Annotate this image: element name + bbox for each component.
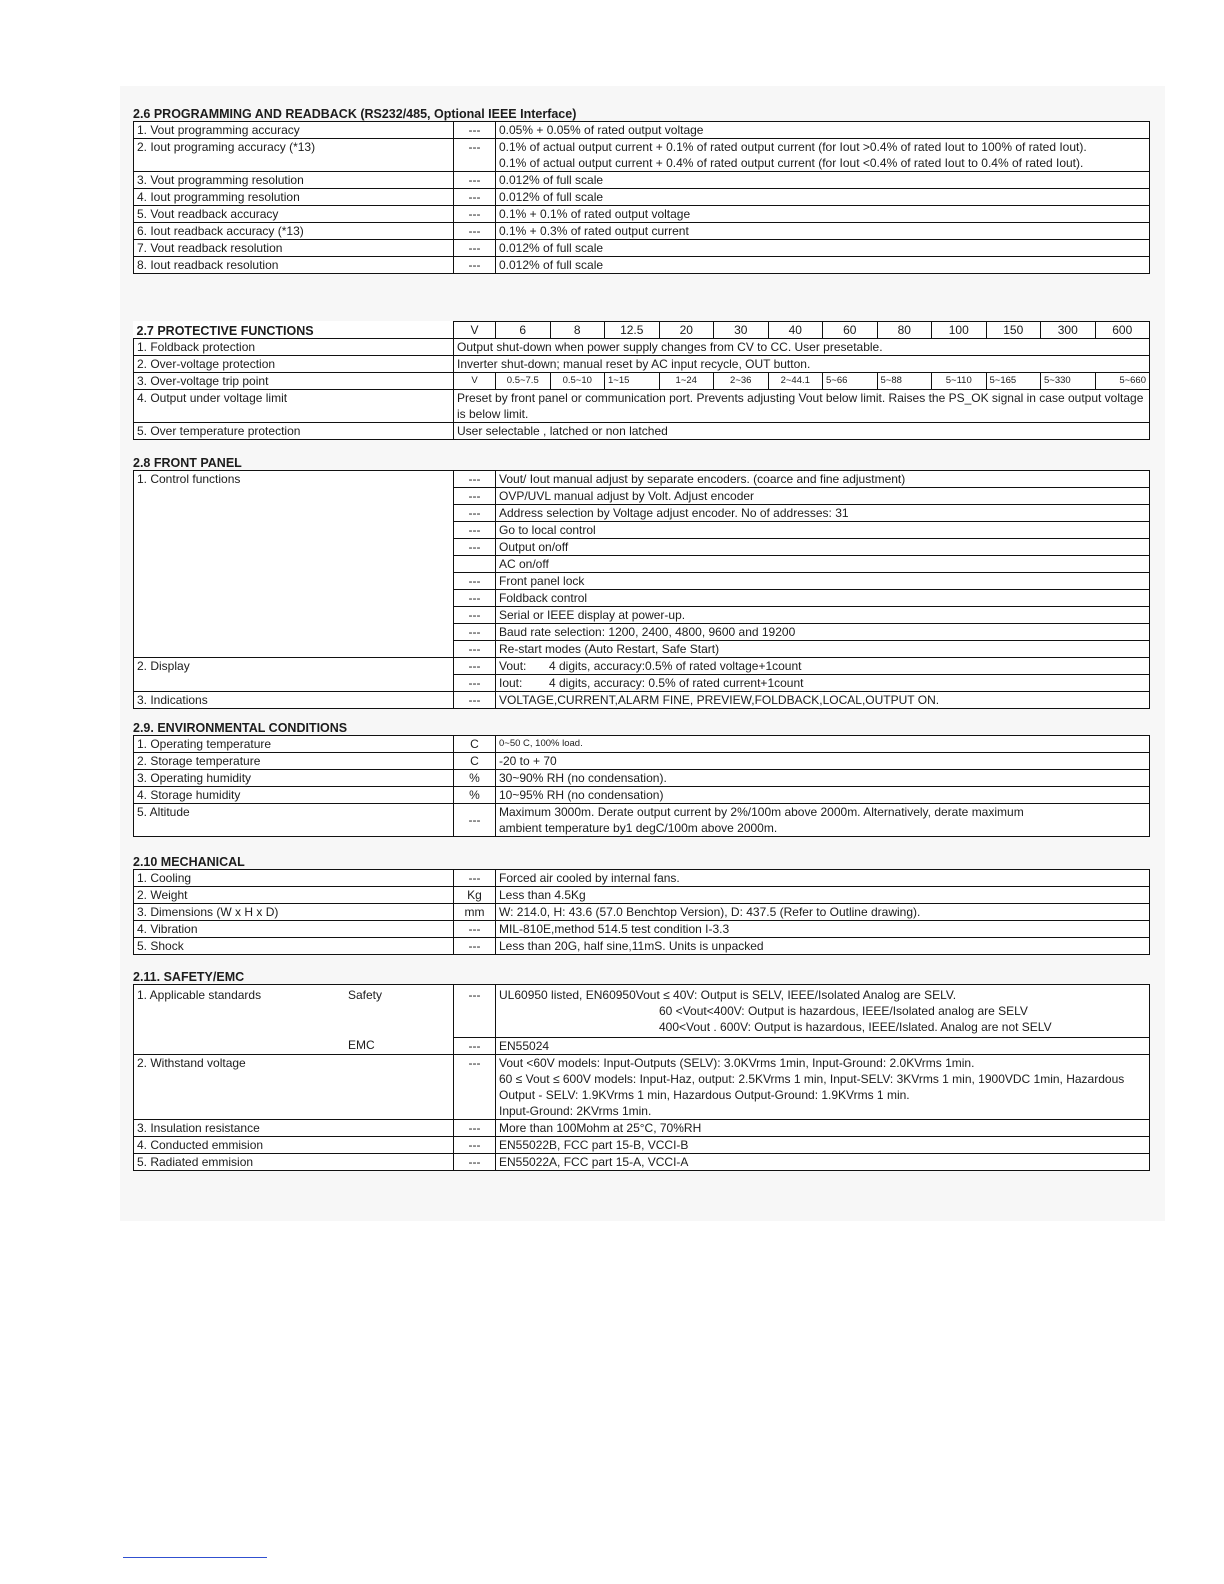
row-value: Foldback control bbox=[496, 590, 1150, 607]
value-line: 0.1% of actual output current + 0.4% of rated output current (for Iout <0.4% of rated Iout to 0.4% of rated Iout). bbox=[499, 156, 1084, 170]
row-unit: --- bbox=[454, 573, 496, 590]
section-title: 2.6 PROGRAMMING AND READBACK (RS232/485, Optional IEEE Interface) bbox=[133, 107, 577, 121]
row-label: 2. Storage temperature bbox=[134, 753, 454, 770]
section-title: 2.11. SAFETY/EMC bbox=[133, 970, 245, 984]
row-value: 0~50 C, 100% load. bbox=[496, 736, 1150, 753]
row-unit: --- bbox=[454, 641, 496, 658]
applicable-standards-label: 1. Applicable standards bbox=[137, 988, 262, 1002]
row-value: -20 to + 70 bbox=[496, 753, 1150, 770]
row-value: Inverter shut-down; manual reset by AC input recycle, OUT button. bbox=[454, 356, 1150, 373]
voltage-model: 60 bbox=[823, 322, 878, 339]
row-label: 2. Withstand voltage bbox=[134, 1054, 454, 1119]
row-unit: --- bbox=[454, 607, 496, 624]
row-value: User selectable , latched or non latched bbox=[454, 423, 1150, 440]
row-label: 1. Operating temperature bbox=[134, 736, 454, 753]
safety-line: 60 <Vout<400V: Output is hazardous, IEEE/Isolated analog are SELV bbox=[659, 1004, 1028, 1018]
table-row bbox=[134, 787, 1150, 804]
row-unit: --- bbox=[454, 938, 496, 955]
table-row bbox=[134, 1136, 1150, 1153]
table-row bbox=[134, 870, 1150, 887]
display-key: Iout: bbox=[499, 676, 523, 690]
row-unit: --- bbox=[454, 471, 496, 488]
table-row bbox=[134, 122, 1150, 139]
row-label: 2. Weight bbox=[134, 887, 454, 904]
row-value: 0.1% + 0.1% of rated output voltage bbox=[496, 206, 1150, 223]
row-label: 6. Iout readback accuracy (*13) bbox=[134, 223, 454, 240]
row-unit: --- bbox=[454, 675, 496, 692]
row-unit: % bbox=[454, 770, 496, 787]
safety-tag: Safety bbox=[348, 988, 383, 1002]
table-row bbox=[134, 206, 1150, 223]
row-value: Serial or IEEE display at power-up. bbox=[496, 607, 1150, 624]
row-unit: --- bbox=[454, 539, 496, 556]
table-row bbox=[134, 373, 1150, 390]
row-unit: mm bbox=[454, 904, 496, 921]
ovp-trip-range: 5~110 bbox=[932, 373, 987, 390]
row-value: Go to local control bbox=[496, 522, 1150, 539]
table-row bbox=[134, 1153, 1150, 1170]
table-row bbox=[134, 339, 1150, 356]
ovp-trip-range: 5~165 bbox=[986, 373, 1041, 390]
section-safety-emc bbox=[133, 970, 1150, 1171]
row-unit: --- bbox=[454, 172, 496, 189]
voltage-model: 6 bbox=[496, 322, 551, 339]
row-value: Front panel lock bbox=[496, 573, 1150, 590]
row-value: Forced air cooled by internal fans. bbox=[496, 870, 1150, 887]
row-value: Less than 20G, half sine,11mS. Units is unpacked bbox=[496, 938, 1150, 955]
row-unit: --- bbox=[454, 240, 496, 257]
row-label: 4. Storage humidity bbox=[134, 787, 454, 804]
row-unit: C bbox=[454, 736, 496, 753]
row-label: 4. Iout programming resolution bbox=[134, 189, 454, 206]
row-unit: --- bbox=[454, 522, 496, 539]
front-panel-table bbox=[133, 470, 1150, 709]
row-unit: --- bbox=[454, 985, 496, 1038]
table-row bbox=[134, 390, 1150, 423]
withstand-line: 60 ≤ Vout ≤ 600V models: Input-Haz, output: 2.5KVrms 1 min, Input-SELV: 3KVrms 1 min, 1900VDC 1min, Hazardous Output - SELV: 1.9KVrms 1 min, Hazardous Output-Ground: 1.9KVrms 1 min. bbox=[499, 1071, 1125, 1102]
ovp-trip-range: 1~15 bbox=[605, 373, 660, 390]
row-unit: --- bbox=[454, 692, 496, 709]
section-title: 2.10 MECHANICAL bbox=[133, 855, 245, 869]
table-row bbox=[134, 1119, 1150, 1136]
row-label: 3. Dimensions (W x H x D) bbox=[134, 904, 454, 921]
row-value bbox=[496, 675, 1150, 692]
row-value: Maximum 3000m. Derate output current by 2%/100m above 2000m. Alternatively, derate maximum ambient temperature by1 degC/100m above 2000m. bbox=[496, 804, 1150, 837]
row-unit: --- bbox=[454, 488, 496, 505]
voltage-model: 300 bbox=[1041, 322, 1096, 339]
row-label: 1. Control functions bbox=[134, 471, 454, 658]
row-value: 10~95% RH (no condensation) bbox=[496, 787, 1150, 804]
row-value: W: 214.0, H: 43.6 (57.0 Benchtop Version), D: 437.5 (Refer to Outline drawing). bbox=[496, 904, 1150, 921]
display-value: 4 digits, accuracy: 0.5% of rated current+1count bbox=[549, 676, 804, 690]
row-unit: --- bbox=[454, 223, 496, 240]
row-unit: --- bbox=[454, 921, 496, 938]
footnote-separator-line bbox=[123, 1557, 267, 1558]
row-label: 2. Over-voltage protection bbox=[134, 356, 454, 373]
table-row bbox=[134, 904, 1150, 921]
table-row bbox=[134, 753, 1150, 770]
safety-line: UL60950 listed, EN60950Vout ≤ 40V: Output is SELV, IEEE/Isolated Analog are SELV. bbox=[499, 988, 957, 1002]
row-value: EN55022B, FCC part 15-B, VCCI-B bbox=[496, 1136, 1150, 1153]
row-unit: C bbox=[454, 753, 496, 770]
row-label: 3. Vout programming resolution bbox=[134, 172, 454, 189]
table-row bbox=[134, 921, 1150, 938]
row-value: 0.012% of full scale bbox=[496, 189, 1150, 206]
row-unit: --- bbox=[454, 257, 496, 274]
row-value: EN55024 bbox=[496, 1037, 1150, 1054]
ovp-trip-range: 2~44.1 bbox=[768, 373, 823, 390]
section-environmental bbox=[133, 721, 1150, 837]
emc-label-cell bbox=[134, 1037, 454, 1054]
row-label: 8. Iout readback resolution bbox=[134, 257, 454, 274]
row-value: VOLTAGE,CURRENT,ALARM FINE, PREVIEW,FOLDBACK,LOCAL,OUTPUT ON. bbox=[496, 692, 1150, 709]
row-unit: --- bbox=[454, 1153, 496, 1170]
row-value bbox=[496, 658, 1150, 675]
row-value: Output shut-down when power supply changes from CV to CC. User presetable. bbox=[454, 339, 1150, 356]
environmental-table bbox=[133, 735, 1150, 837]
ovp-trip-range: 0.5~7.5 bbox=[496, 373, 551, 390]
voltage-model: 8 bbox=[550, 322, 605, 339]
mechanical-table bbox=[133, 869, 1150, 955]
row-label: 1. Foldback protection bbox=[134, 339, 454, 356]
row-unit: --- bbox=[454, 1136, 496, 1153]
row-label: 3. Over-voltage trip point bbox=[134, 373, 454, 390]
row-value bbox=[496, 985, 1150, 1038]
row-label: 5. Radiated emmision bbox=[134, 1153, 454, 1170]
section-mechanical bbox=[133, 855, 1150, 955]
voltage-model: 80 bbox=[877, 322, 932, 339]
row-unit: % bbox=[454, 787, 496, 804]
row-unit: Kg bbox=[454, 887, 496, 904]
row-value: Vout/ Iout manual adjust by separate encoders. (coarce and fine adjustment) bbox=[496, 471, 1150, 488]
row-value: 30~90% RH (no condensation). bbox=[496, 770, 1150, 787]
row-value: 0.012% of full scale bbox=[496, 172, 1150, 189]
row-value: Baud rate selection: 1200, 2400, 4800, 9600 and 19200 bbox=[496, 624, 1150, 641]
table-row bbox=[134, 985, 1150, 1038]
protective-table bbox=[133, 321, 1150, 440]
table-row bbox=[134, 770, 1150, 787]
row-value bbox=[496, 1054, 1150, 1119]
row-value: 0.012% of full scale bbox=[496, 257, 1150, 274]
row-label: 5. Over temperature protection bbox=[134, 423, 454, 440]
section-programming-readback bbox=[133, 107, 1150, 274]
ovp-trip-range: 0.5~10 bbox=[550, 373, 605, 390]
table-row bbox=[134, 658, 1150, 675]
row-value: 0.012% of full scale bbox=[496, 240, 1150, 257]
emc-tag: EMC bbox=[348, 1038, 375, 1052]
table-row bbox=[134, 240, 1150, 257]
value-line: 0.1% of actual output current + 0.1% of rated output current (for Iout >0.4% of rated Iout to 100% of rated Iout). bbox=[499, 140, 1087, 154]
row-value bbox=[496, 139, 1150, 172]
row-value: 0.05% + 0.05% of rated output voltage bbox=[496, 122, 1150, 139]
row-unit: --- bbox=[454, 206, 496, 223]
ovp-trip-range: 2~36 bbox=[714, 373, 769, 390]
safety-line: 400<Vout . 600V: Output is hazardous, IEEE/Islated. Analog are not SELV bbox=[659, 1020, 1052, 1034]
table-row bbox=[134, 139, 1150, 172]
table-row bbox=[134, 471, 1150, 488]
voltage-model: 40 bbox=[768, 322, 823, 339]
voltage-model: 600 bbox=[1095, 322, 1150, 339]
row-label: 1. Vout programming accuracy bbox=[134, 122, 454, 139]
row-value: Output on/off bbox=[496, 539, 1150, 556]
row-label: 5. Altitude bbox=[134, 804, 454, 837]
row-value: Address selection by Voltage adjust encoder. No of addresses: 31 bbox=[496, 505, 1150, 522]
ovp-trip-range: 1~24 bbox=[659, 373, 714, 390]
row-label: 2. Display bbox=[134, 658, 454, 692]
row-unit: --- bbox=[454, 804, 496, 837]
row-unit: --- bbox=[454, 658, 496, 675]
row-label: 4. Output under voltage limit bbox=[134, 390, 454, 423]
table-row bbox=[134, 423, 1150, 440]
voltage-model: 12.5 bbox=[605, 322, 660, 339]
table-row bbox=[134, 887, 1150, 904]
row-unit: --- bbox=[454, 590, 496, 607]
table-row bbox=[134, 1054, 1150, 1119]
withstand-line: Input-Ground: 2KVrms 1min. bbox=[499, 1103, 652, 1118]
row-label: 4. Conducted emmision bbox=[134, 1136, 454, 1153]
withstand-line: Vout <60V models: Input-Outputs (SELV): 3.0KVrms 1min, Input-Ground: 2.0KVrms 1min. bbox=[499, 1055, 975, 1070]
row-unit: --- bbox=[454, 870, 496, 887]
row-label: 4. Vibration bbox=[134, 921, 454, 938]
table-row bbox=[134, 189, 1150, 206]
row-value: Re-start modes (Auto Restart, Safe Start) bbox=[496, 641, 1150, 658]
table-row bbox=[134, 692, 1150, 709]
row-value: AC on/off bbox=[496, 556, 1150, 573]
row-label: 3. Insulation resistance bbox=[134, 1119, 454, 1136]
row-value: Preset by front panel or communication port. Prevents adjusting Vout below limit. Raises the PS_OK signal in case output voltage is below limit. bbox=[454, 390, 1150, 423]
row-value: Less than 4.5Kg bbox=[496, 887, 1150, 904]
table-row bbox=[134, 223, 1150, 240]
row-value: EN55022A, FCC part 15-A, VCCI-A bbox=[496, 1153, 1150, 1170]
row-label: 3. Operating humidity bbox=[134, 770, 454, 787]
row-value: 0.1% + 0.3% of rated output current bbox=[496, 223, 1150, 240]
programming-table bbox=[133, 121, 1150, 274]
row-unit: --- bbox=[454, 1054, 496, 1119]
table-row bbox=[134, 172, 1150, 189]
voltage-model: 20 bbox=[659, 322, 714, 339]
voltage-unit-header: V bbox=[454, 322, 496, 339]
table-row bbox=[134, 804, 1150, 837]
section-title: 2.8 FRONT PANEL bbox=[133, 456, 242, 470]
voltage-model: 150 bbox=[986, 322, 1041, 339]
row-label: 5. Shock bbox=[134, 938, 454, 955]
table-row bbox=[134, 1037, 1150, 1054]
row-unit: --- bbox=[454, 139, 496, 172]
row-unit: V bbox=[454, 373, 496, 390]
display-key: Vout: bbox=[499, 659, 527, 673]
row-label: 2. Iout programing accuracy (*13) bbox=[134, 139, 454, 172]
section-title: 2.7 PROTECTIVE FUNCTIONS bbox=[134, 322, 454, 339]
row-unit: --- bbox=[454, 505, 496, 522]
row-value: OVP/UVL manual adjust by Volt. Adjust encoder bbox=[496, 488, 1150, 505]
ovp-trip-range: 5~660 bbox=[1095, 373, 1150, 390]
section-front-panel bbox=[133, 456, 1150, 709]
voltage-model: 30 bbox=[714, 322, 769, 339]
row-label: 5. Vout readback accuracy bbox=[134, 206, 454, 223]
safety-table bbox=[133, 984, 1150, 1171]
table-row bbox=[134, 938, 1150, 955]
ovp-trip-range: 5~330 bbox=[1041, 373, 1096, 390]
row-unit: --- bbox=[454, 624, 496, 641]
row-value: More than 100Mohm at 25°C, 70%RH bbox=[496, 1119, 1150, 1136]
row-label: 7. Vout readback resolution bbox=[134, 240, 454, 257]
voltage-header-row bbox=[134, 322, 1150, 339]
row-label: 1. Cooling bbox=[134, 870, 454, 887]
section-protective-functions bbox=[133, 321, 1150, 440]
row-label bbox=[134, 985, 454, 1038]
display-value: 4 digits, accuracy:0.5% of rated voltage+1count bbox=[549, 659, 802, 673]
row-unit: --- bbox=[454, 1119, 496, 1136]
row-value: MIL-810E,method 514.5 test condition I-3.3 bbox=[496, 921, 1150, 938]
row-unit: --- bbox=[454, 1037, 496, 1054]
voltage-model: 100 bbox=[932, 322, 987, 339]
table-row bbox=[134, 356, 1150, 373]
table-row bbox=[134, 257, 1150, 274]
table-row bbox=[134, 736, 1150, 753]
section-title: 2.9. ENVIRONMENTAL CONDITIONS bbox=[133, 721, 348, 735]
row-label: 3. Indications bbox=[134, 692, 454, 709]
row-unit: --- bbox=[454, 189, 496, 206]
row-unit: --- bbox=[454, 122, 496, 139]
ovp-trip-range: 5~88 bbox=[877, 373, 932, 390]
row-unit bbox=[454, 556, 496, 573]
ovp-trip-range: 5~66 bbox=[823, 373, 878, 390]
